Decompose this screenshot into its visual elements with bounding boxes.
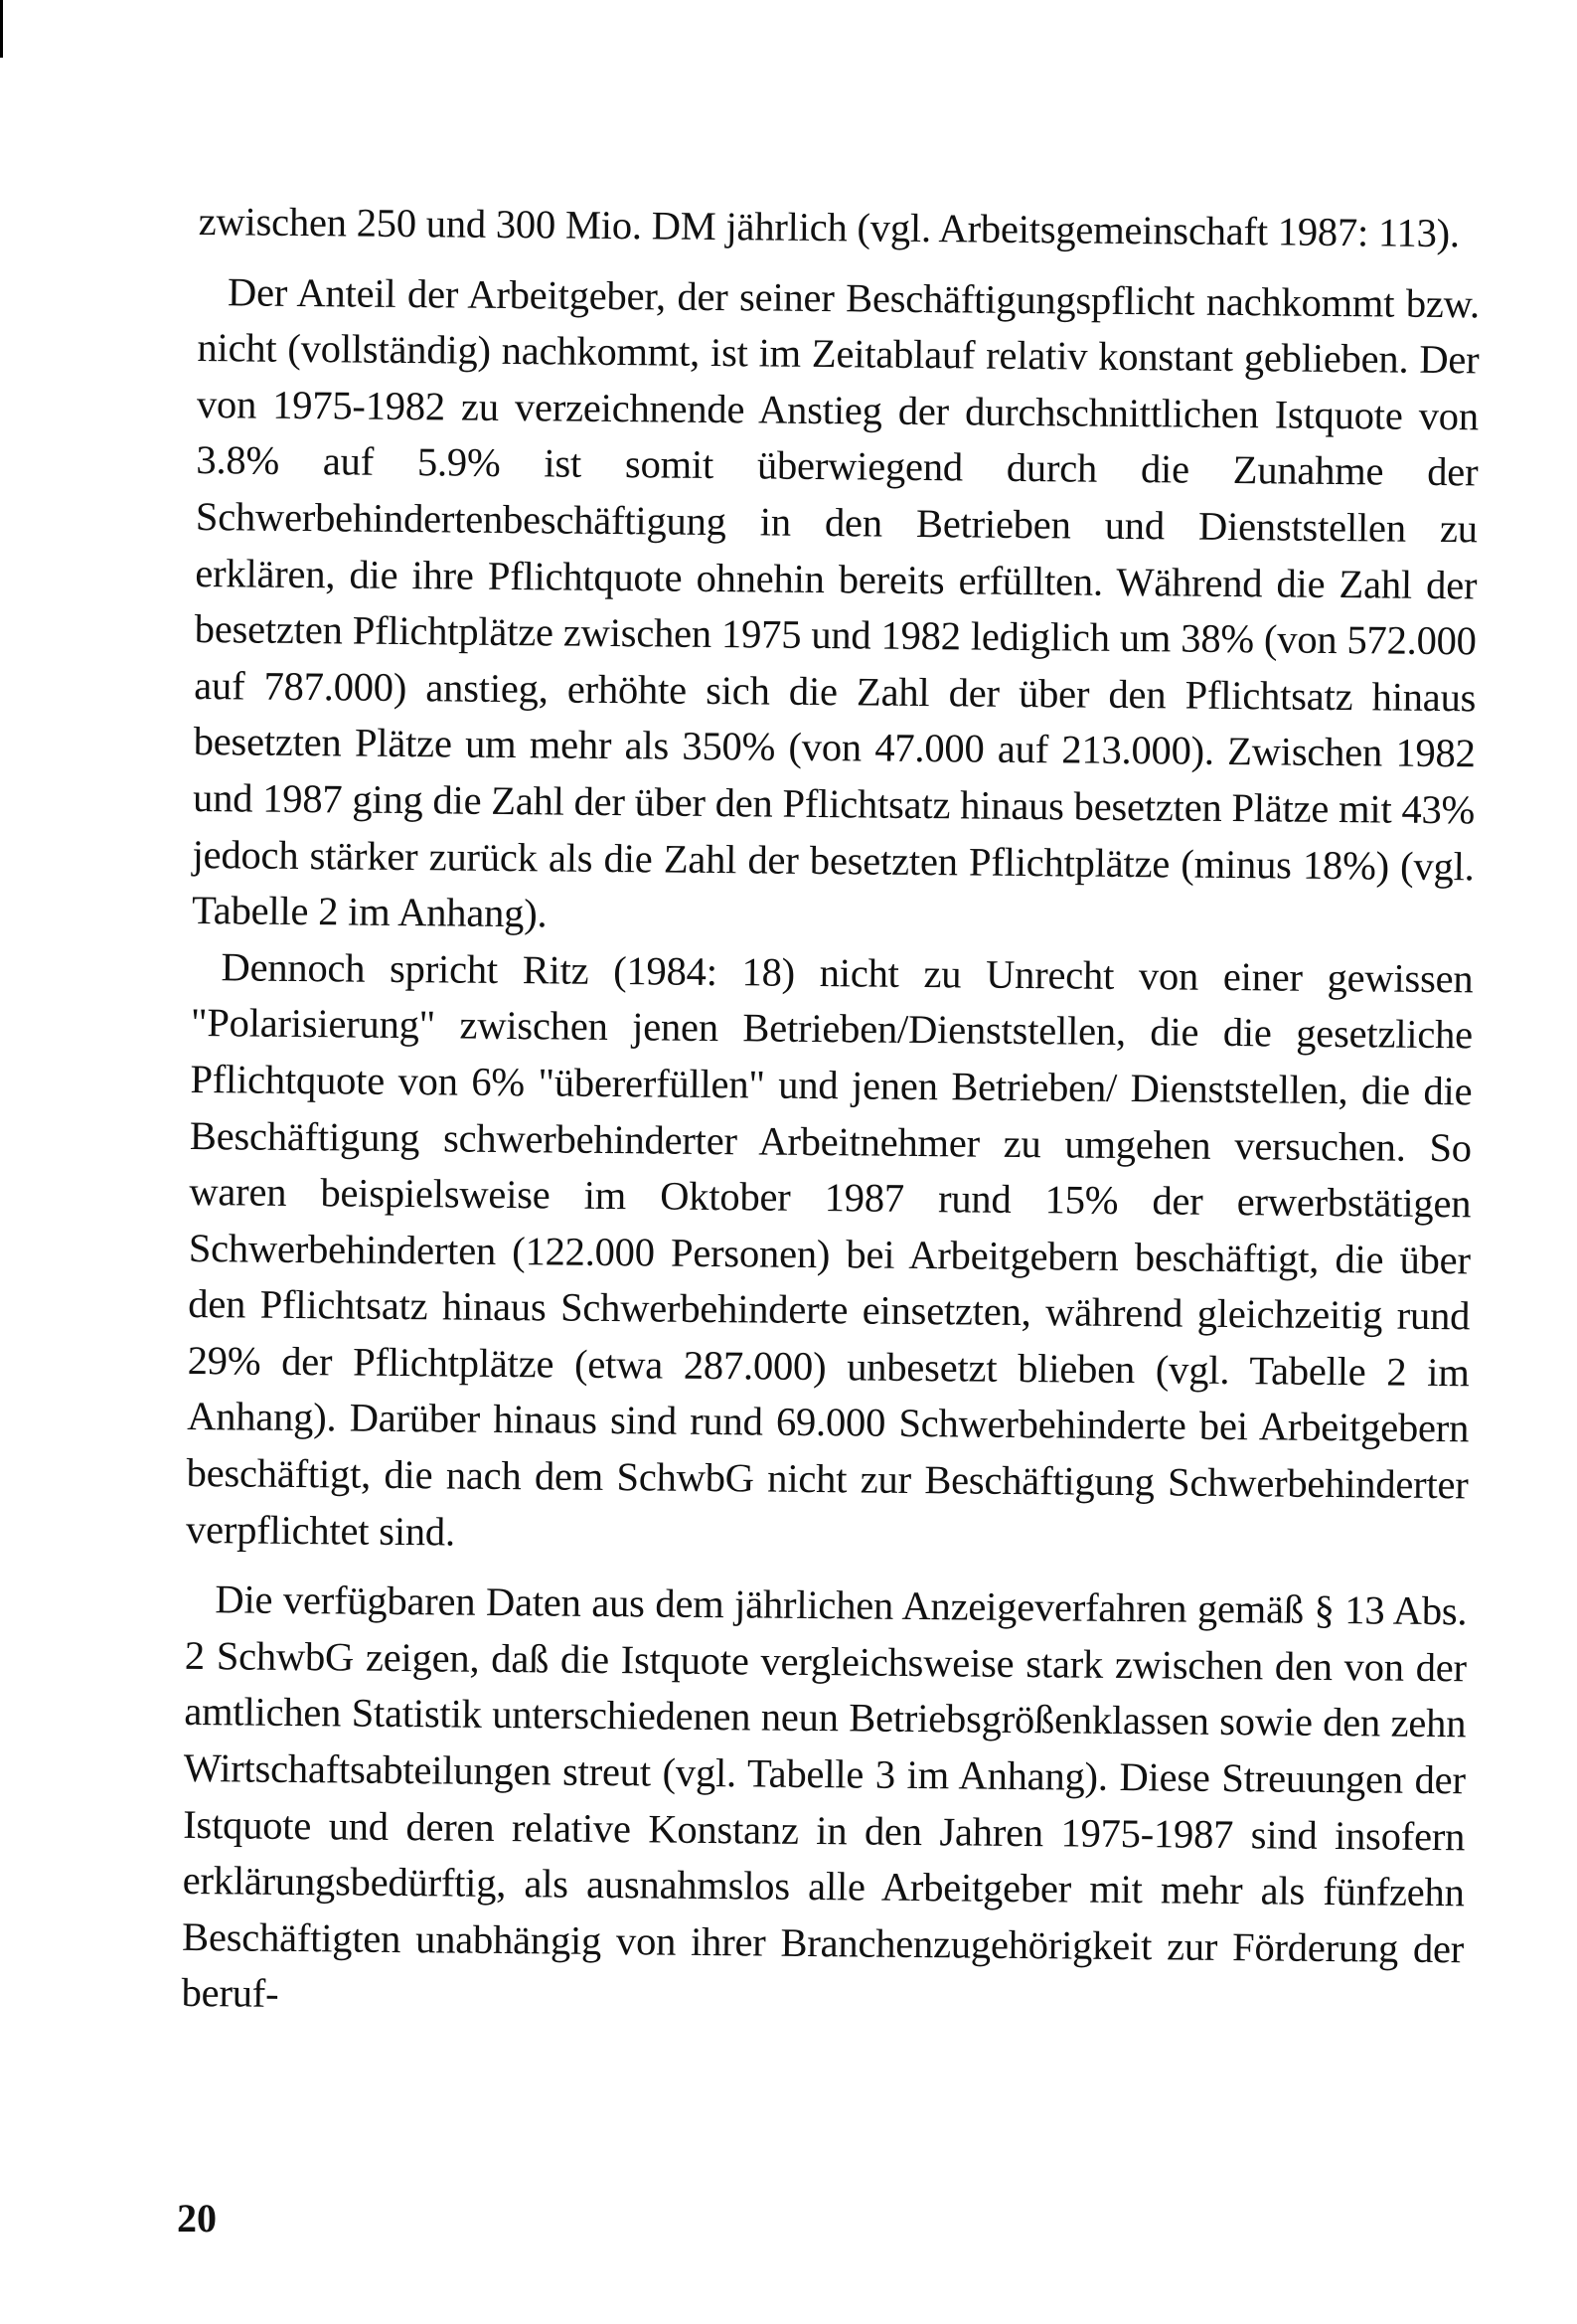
body-text (181, 194, 1481, 2034)
paragraph-continuation: zwischen 250 und 300 Mio. DM jährlich (vgl. Arbeitsgemeinschaft 1987: 113). (198, 198, 1461, 256)
paragraph-quota-variation: Die verfügbaren Daten aus dem jährlichen Anzeigeverfahren gemäß § 13 Abs. 2 SchwbG zeigen, daß die Istquote vergleichsweise stark zwischen den von der amtlichen Statistik unterschiedenen neun Betriebsgrößenklassen sowie den zehn Wirtschaftsabteilungen streut (vgl. Tabelle 3 im Anhang). Diese Streuungen der Istquote und deren relative Konstanz in den Jahren 1975-1987 sind insofern erklärungsbedürftig, als ausnahmslos alle Arbeitgeber mit mehr als fünfzehn Beschäftigten unabhängig von ihrer Branchenzugehörigkeit zur Förderung der beruf- (181, 1577, 1468, 2017)
page-number: 20 (177, 2196, 217, 2241)
paragraph-employer-share: Der Anteil der Arbeitgeber, der seiner Beschäftigungspflicht nachkommt bzw. nicht (vollständig) nachkommt, ist im Zeitablauf relativ konstant geblieben. Der von 1975-1982 zu verzeichnende Anstieg der durchschnittlichen Istquote von 3.8% auf 5.9% ist somit überwiegend durch die Zunahme der Schwerbehindertenbeschäftigung in den Betrieben und Dienststellen zu erklären, die ihre Pflichtquote ohnehin bereits erfüllten. Während die Zahl der besetzten Pflichtplätze zwischen 1975 und 1982 lediglich um 38% (von 572.000 auf 787.000) anstieg, erhöhte sich die Zahl der über den Pflichtsatz hinaus besetzten Plätze um mehr als 350% (von 47.000 auf 213.000). Zwischen 1982 und 1987 ging die Zahl der über den Pflichtsatz hinaus besetzten Plätze mit 43% jedoch stärker zurück als die Zahl der besetzten Pflichtplätze (minus 18%) (vgl. Tabelle 2 im Anhang). (191, 268, 1481, 936)
paragraph-polarization: Dennoch spricht Ritz (1984: 18) nicht zu Unrecht von einer gewissen "Polarisierung" zwischen jenen Betrieben/Dienststellen, die die gesetzliche Pflichtquote von 6% "übererfüllen" und jenen Betrieben/ Dienststellen, die die Beschäftigung schwerbehinderter Arbeitnehmer zu umgehen versuchen. So waren beispielsweise im Oktober 1987 rund 15% der erwerbstätigen Schwerbehinderten (122.000 Personen) bei Arbeitgebern beschäftigt, die über den Pflichtsatz hinaus Schwerbehinderte einsetzten, während gleichzeitig rund 29% der Pflichtplätze (etwa 287.000) unbesetzt blieben (vgl. Tabelle 2 im Anhang). Darüber hinaus sind rund 69.000 Schwerbehinderte bei Arbeitgebern beschäftigt, die nach dem SchwbG nicht zur Beschäftigung Schwerbehinderter verpflichtet sind. (185, 943, 1474, 1555)
scan-edge-mark (0, 0, 3, 58)
